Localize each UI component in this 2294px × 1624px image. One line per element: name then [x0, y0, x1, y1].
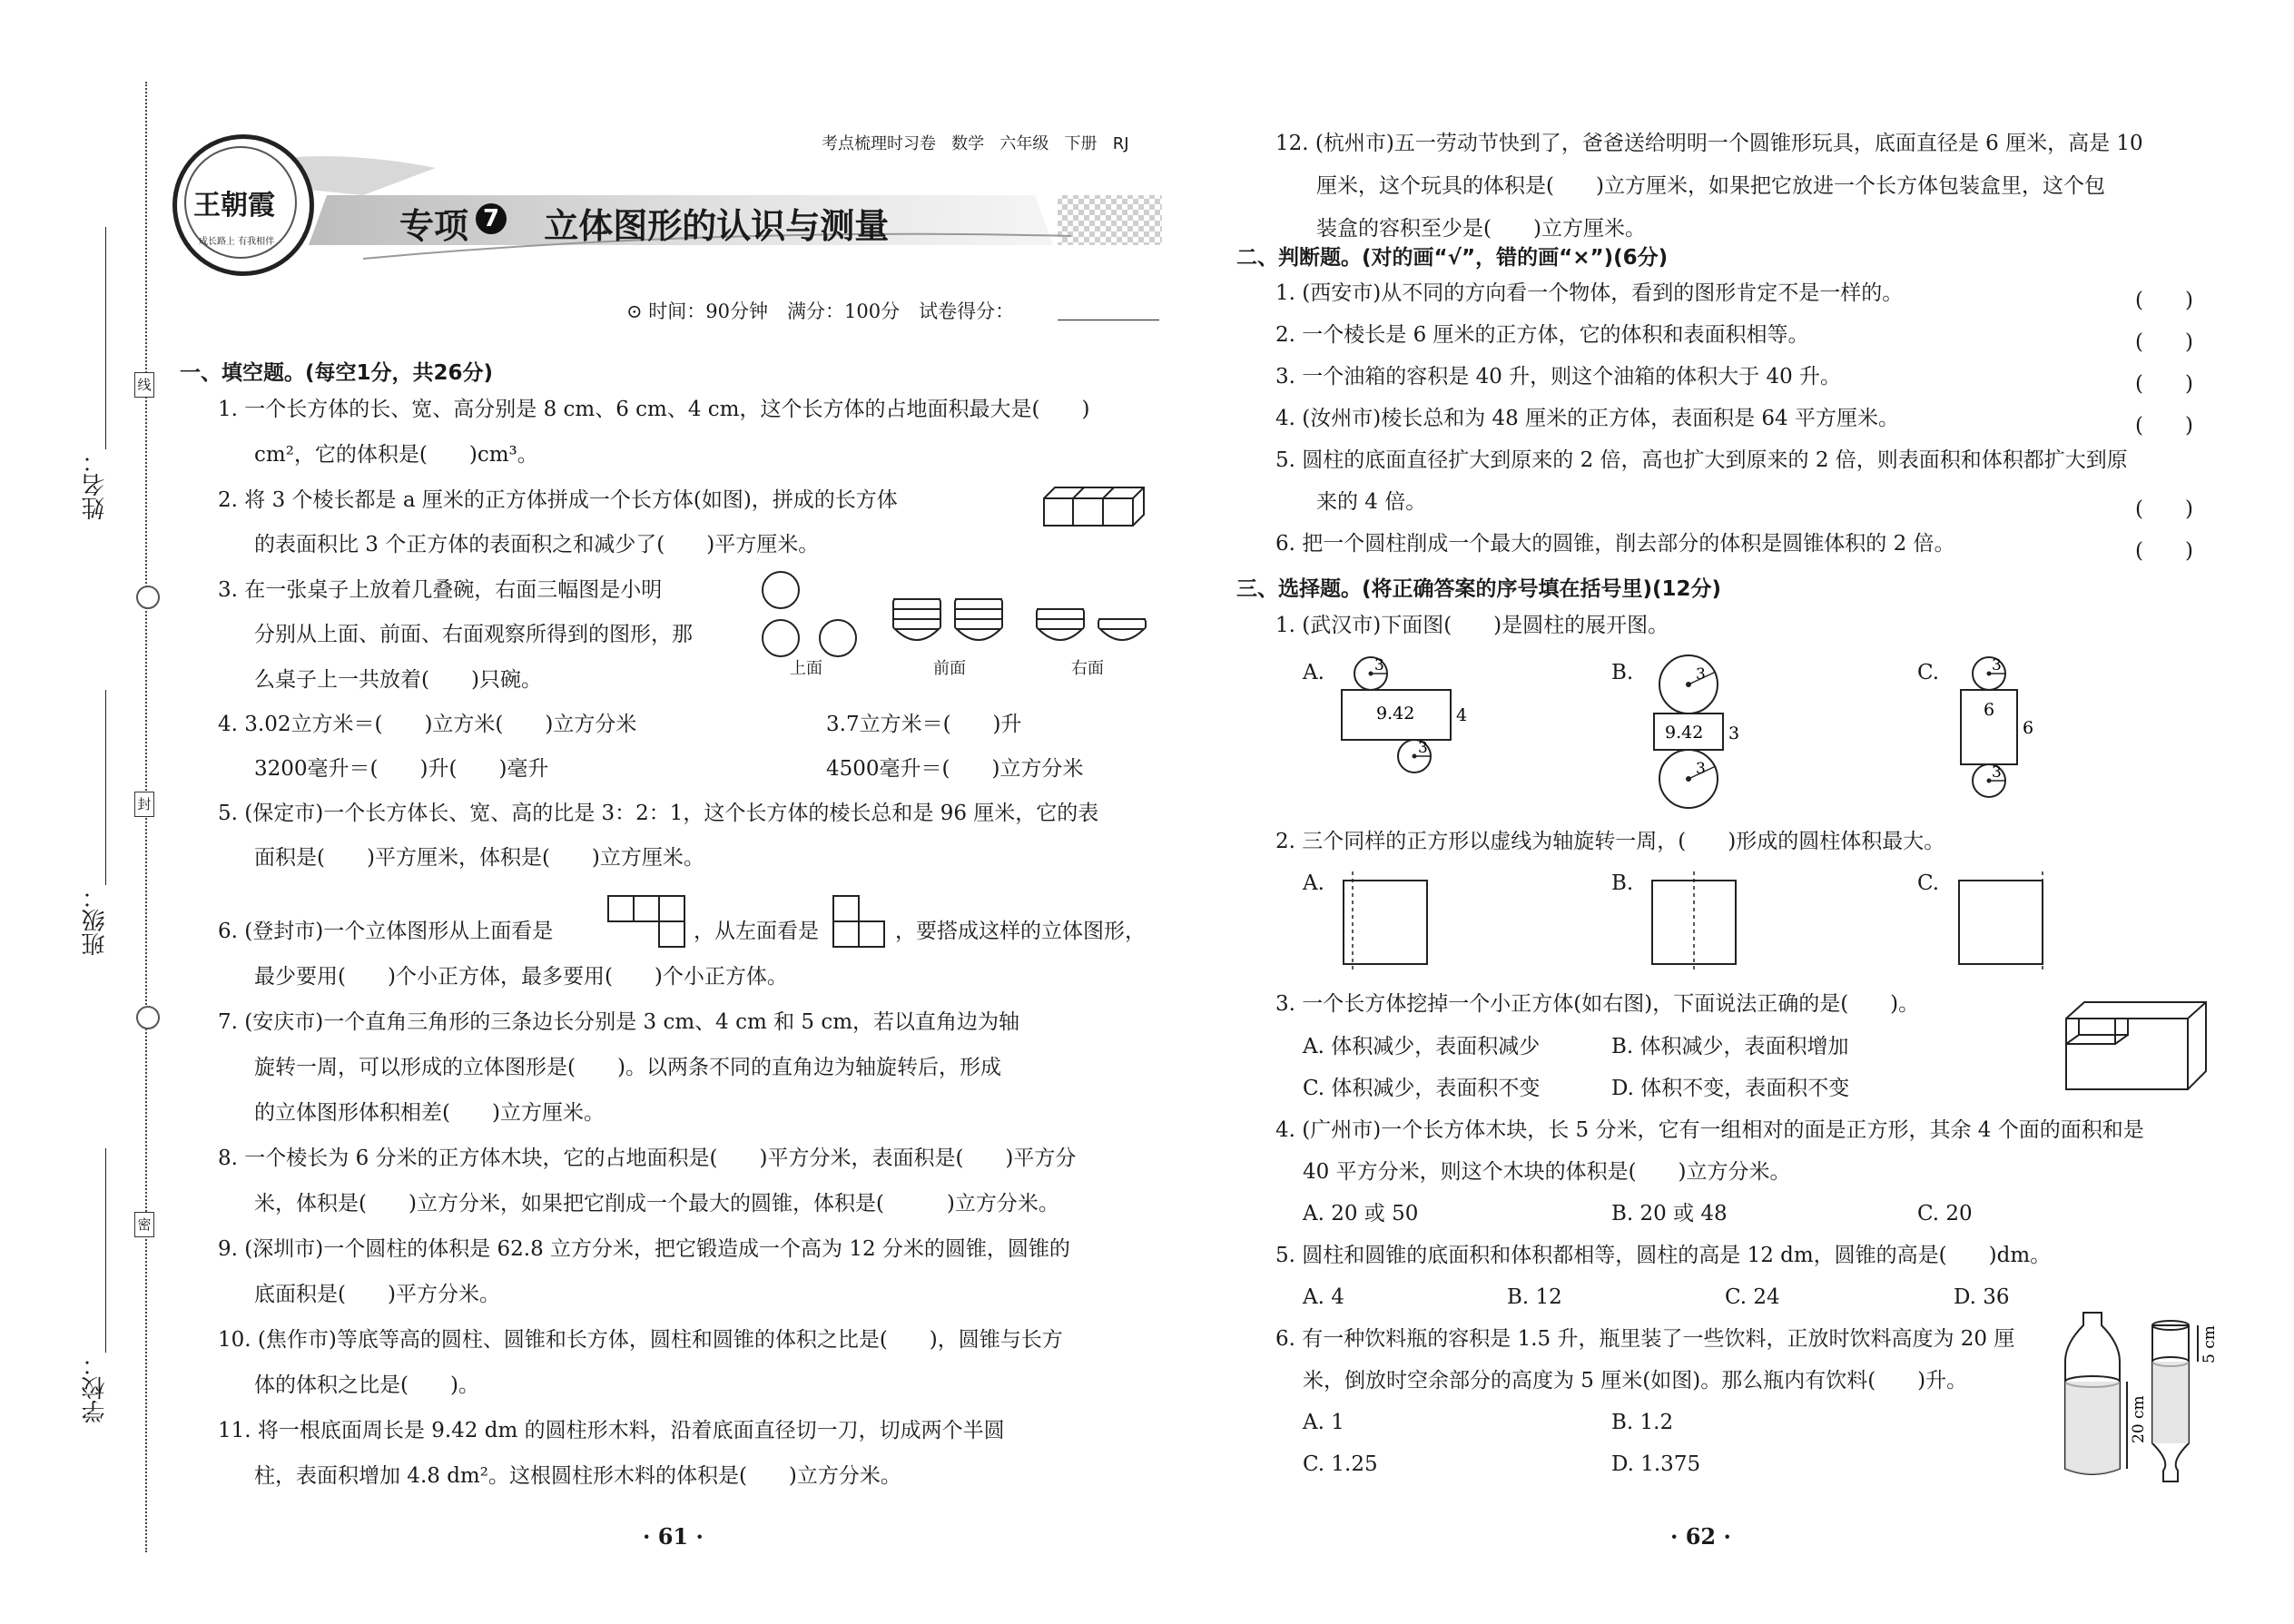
exam-info: [626, 297, 1014, 324]
question-4-part3: 3200毫升＝( )升( )毫升: [254, 757, 549, 781]
question-6-line1b: ，从左面看是: [694, 920, 819, 943]
choice-6-option-a: A. 1: [1303, 1411, 1344, 1434]
logo-badge: [172, 134, 314, 276]
answer-bracket[interactable]: ( ): [2135, 330, 2193, 354]
exam-info-text: 时间：90分钟 满分：100分 试卷得分：: [648, 300, 1015, 322]
clock-icon: ⊙: [626, 300, 643, 322]
answer-bracket[interactable]: ( ): [2135, 289, 2193, 312]
judgment-5-line2: 来的 4 倍。: [1316, 490, 1427, 514]
option-a-net-figure: [1334, 654, 1489, 781]
class-label: 班级：: [82, 885, 109, 956]
binding-mark-line: 线: [134, 372, 154, 398]
question-12-line2: 厘米，这个玩具的体积是( )立方厘米，如果把它放进一个长方体包装盒里，这个包: [1316, 174, 2105, 198]
question-1-line1: 1. 一个长方体的长、宽、高分别是 8 cm、6 cm、4 cm，这个长方体的占地面积最大是( ): [218, 398, 1090, 421]
choice-2: 2. 三个同样的正方形以虚线为轴旋转一周，( )形成的圆柱体积最大。: [1275, 830, 1945, 853]
view-label-top: 上面: [790, 659, 822, 678]
bottle-height-20cm: 20 cm: [2130, 1395, 2148, 1443]
option-c-radius-bottom: 3: [1992, 763, 2002, 782]
binding-mark-secret: 密: [134, 1212, 154, 1237]
question-2-line2: 的表面积比 3 个正方体的表面积之和减少了( )平方厘米。: [254, 533, 820, 556]
question-11-line2: 柱，表面积增加 4.8 dm²。这根圆柱形木料的体积是( )立方分米。: [254, 1464, 901, 1488]
class-field-line: [105, 690, 106, 885]
edition: RJ: [1112, 134, 1129, 153]
question-5-line1: 5. (保定市)一个长方体长、宽、高的比是 3：2：1，这个长方体的棱长总和是 96 厘米，它的表: [218, 802, 1099, 825]
question-3-line2: 分别从上面、前面、右面观察所得到的图形，那: [254, 623, 693, 646]
question-4-part1: 4. 3.02立方米＝( )立方米( )立方分米: [218, 713, 637, 736]
option-c-net-figure: [1950, 654, 2059, 799]
question-4-part4: 4500毫升＝( )立方分米: [826, 757, 1084, 781]
option-b-square-figure: [1643, 871, 1743, 971]
logo-subtext: 成长路上 有我相伴: [199, 237, 275, 247]
judgment-1: 1. (西安市)从不同的方向看一个物体，看到的图形肯定不是一样的。: [1275, 281, 1904, 305]
choice-5-option-d: D. 36: [1954, 1285, 2010, 1309]
choice-3: 3. 一个长方体挖掉一个小正方体(如右图)，下面说法正确的是( )。: [1275, 992, 1920, 1016]
question-7-line1: 7. (安庆市)一个直角三角形的三条边长分别是 3 cm、4 cm 和 5 cm，若以直角边为轴: [218, 1010, 1020, 1034]
question-6-line1c: ，要搭成这样的立体图形，: [895, 920, 1146, 943]
question-6-line1a: 6. (登封市)一个立体图形从上面看是: [218, 920, 554, 943]
question-3-line1: 3. 在一张桌子上放着几叠碗，右面三幅图是小明: [218, 578, 663, 602]
choice-4-option-a: A. 20 或 50: [1303, 1202, 1419, 1225]
option-c-square-figure: [1950, 871, 2059, 971]
section-fill-blank-title: 一、填空题。(每空1分，共26分): [180, 361, 494, 385]
binding-hole-icon: [136, 1006, 160, 1029]
judgment-4: 4. (汝州市)棱长总和为 48 厘米的正方体，表面积是 64 平方厘米。: [1275, 407, 1899, 430]
question-12-line1: 12. (杭州市)五一劳动节快到了，爸爸送给明明一个圆锥形玩具，底面直径是 6 厘米，高是 10: [1275, 132, 2143, 155]
choice-6-line1: 6. 有一种饮料瓶的容积是 1.5 升，瓶里装了一些饮料，正放时饮料高度为 20 厘: [1275, 1327, 2015, 1351]
judgment-6: 6. 把一个圆柱削成一个最大的圆锥，削去部分的体积是圆锥体积的 2 倍。: [1275, 532, 1955, 556]
page-number-right: · 62 ·: [1670, 1523, 1731, 1550]
judgment-2: 2. 一个棱长是 6 厘米的正方体，它的体积和表面积相等。: [1275, 323, 1809, 347]
option-a-radius-bottom: 3: [1418, 739, 1428, 757]
binding-dotted-line: [145, 82, 147, 1552]
page-number-left: · 61 ·: [643, 1523, 704, 1550]
question-5-line2: 面积是( )平方厘米，体积是( )立方厘米。: [254, 846, 704, 870]
option-b-label: B.: [1611, 661, 1634, 684]
series-name: 考点梳理时习卷: [822, 134, 936, 153]
choice-5: 5. 圆柱和圆锥的底面积和体积都相等，圆柱的高是 12 dm，圆锥的高是( )dm。: [1275, 1244, 2052, 1267]
question-12-line3: 装盒的容积至少是( )立方厘米。: [1316, 217, 1646, 241]
option-c-label: C.: [1917, 661, 1940, 684]
bottle-height-5cm: 5 cm: [2200, 1325, 2219, 1363]
left-view-figure: [832, 894, 891, 950]
cuboid-with-cutout-figure: [2061, 999, 2215, 1098]
view-label-front: 前面: [933, 659, 966, 678]
answer-bracket[interactable]: ( ): [2135, 539, 2193, 563]
question-9-line2: 底面积是( )平方分米。: [254, 1283, 500, 1306]
choice-4-option-c: C. 20: [1917, 1202, 1973, 1225]
grade: 六年级: [999, 134, 1049, 153]
option-a-width: 9.42: [1376, 704, 1415, 723]
answer-bracket[interactable]: ( ): [2135, 497, 2193, 521]
page-title: [399, 198, 889, 248]
choice-6-option-c: C. 1.25: [1303, 1452, 1378, 1476]
subject: 数学: [951, 134, 985, 153]
choice-6-line2: 米，倒放时空余部分的高度为 5 厘米(如图)。那么瓶内有饮料( )升。: [1303, 1369, 1968, 1393]
school-label: 学校：: [82, 1353, 109, 1423]
option-b-net-figure: [1643, 654, 1779, 812]
choice-5-option-b: B. 12: [1507, 1285, 1562, 1309]
choice-4-line1: 4. (广州市)一个长方体木块，长 5 分米，它有一组相对的面是正方形，其余 4 个面的面积和是: [1275, 1118, 2144, 1142]
option-b-width: 9.42: [1665, 723, 1704, 743]
option-a-height: 4: [1456, 705, 1468, 725]
section-choice-title: 三、选择题。(将正确答案的序号填在括号里)(12分): [1236, 577, 1722, 601]
view-label-right: 右面: [1071, 659, 1104, 678]
question-6-line2: 最少要用( )个小正方体，最多要用( )个小正方体。: [254, 965, 788, 989]
question-11-line1: 11. 将一根底面周长是 9.42 dm 的圆柱形木料，沿着底面直径切一刀，切成两个半圆: [218, 1419, 1005, 1442]
option-c-radius: 3: [1992, 656, 2002, 674]
question-2-line1: 2. 将 3 个棱长都是 a 厘米的正方体拼成一个长方体(如图)，拼成的长方体: [218, 488, 898, 512]
question-9-line1: 9. (深圳市)一个圆柱的体积是 62.8 立方分米，把它锻造成一个高为 12 分米的圆锥，圆锥的: [218, 1237, 1070, 1261]
option-b-label: B.: [1611, 871, 1634, 895]
choice-5-option-a: A. 4: [1303, 1285, 1344, 1309]
option-c-height: 6: [2023, 718, 2034, 738]
question-4-part2: 3.7立方米＝( )升: [826, 713, 1022, 736]
topic-title: 立体图形的认识与测量: [544, 206, 890, 246]
three-cubes-figure: [1042, 486, 1147, 527]
name-label: 姓名：: [82, 449, 109, 520]
question-7-line3: 的立体图形体积相差( )立方厘米。: [254, 1101, 605, 1125]
choice-6-option-d: D. 1.375: [1611, 1452, 1701, 1476]
question-1-line2: cm²，它的体积是( )cm³。: [254, 443, 538, 467]
question-7-line2: 旋转一周，可以形成的立体图形是( )。以两条不同的直角边为轴旋转后，形成: [254, 1056, 1001, 1079]
choice-1: 1. (武汉市)下面图( )是圆柱的展开图。: [1275, 614, 1669, 637]
school-field-line: [105, 1148, 106, 1353]
answer-bracket[interactable]: ( ): [2135, 372, 2193, 396]
judgment-3: 3. 一个油箱的容积是 40 升，则这个油箱的体积大于 40 升。: [1275, 365, 1842, 389]
choice-4-line2: 40 平方分米，则这个木块的体积是( )立方分米。: [1303, 1160, 1791, 1184]
choice-5-option-c: C. 24: [1725, 1285, 1780, 1309]
binding-mark-seal: 封: [134, 792, 154, 817]
option-a-label: A.: [1303, 871, 1324, 895]
question-8-line2: 米，体积是( )立方分米，如果把它削成一个最大的圆锥，体积是( )立方分米。: [254, 1192, 1059, 1216]
question-8-line1: 8. 一个棱长为 6 分米的正方体木块，它的占地面积是( )平方分米，表面积是( )平方分: [218, 1147, 1077, 1170]
choice-3-option-a: A. 体积减少，表面积减少: [1303, 1035, 1541, 1058]
bottle-figure: [2038, 1307, 2219, 1489]
question-10-line2: 体的体积之比是( )。: [254, 1373, 479, 1397]
choice-6-option-b: B. 1.2: [1611, 1411, 1674, 1434]
name-field-line: [105, 227, 106, 449]
option-a-square-figure: [1334, 871, 1434, 971]
choice-3-option-c: C. 体积减少，表面积不变: [1303, 1077, 1541, 1100]
question-10-line1: 10. (焦作市)等底等高的圆柱、圆锥和长方体，圆柱和圆锥的体积之比是( )，圆锥与长方: [218, 1328, 1063, 1352]
choice-3-option-b: B. 体积减少，表面积增加: [1611, 1035, 1849, 1058]
choice-3-option-d: D. 体积不变，表面积不变: [1611, 1077, 1850, 1100]
binding-hole-icon: [136, 586, 160, 609]
judgment-5-line1: 5. 圆柱的底面直径扩大到原来的 2 倍，高也扩大到原来的 2 倍，则表面积和体积都扩大到原: [1275, 448, 2128, 472]
option-c-width: 6: [1984, 700, 1995, 720]
option-b-radius: 3: [1696, 665, 1706, 684]
top-view-figure: [606, 894, 690, 950]
answer-bracket[interactable]: ( ): [2135, 414, 2193, 438]
topic-prefix: 专项: [399, 206, 469, 246]
logo-text: 王朝霞: [193, 190, 275, 221]
option-a-radius: 3: [1374, 656, 1384, 674]
question-3-line3: 么桌子上一共放着( )只碗。: [254, 668, 542, 692]
topic-number-badge: 7: [476, 203, 507, 234]
section-judgment-title: 二、判断题。(对的画“√”，错的画“×”)(6分): [1236, 246, 1669, 270]
choice-4-option-b: B. 20 或 48: [1611, 1202, 1728, 1225]
option-b-height: 3: [1728, 723, 1740, 743]
option-b-radius-bottom: 3: [1696, 760, 1706, 778]
volume: 下册: [1064, 134, 1098, 153]
option-a-label: A.: [1303, 661, 1324, 684]
option-c-label: C.: [1917, 871, 1940, 895]
